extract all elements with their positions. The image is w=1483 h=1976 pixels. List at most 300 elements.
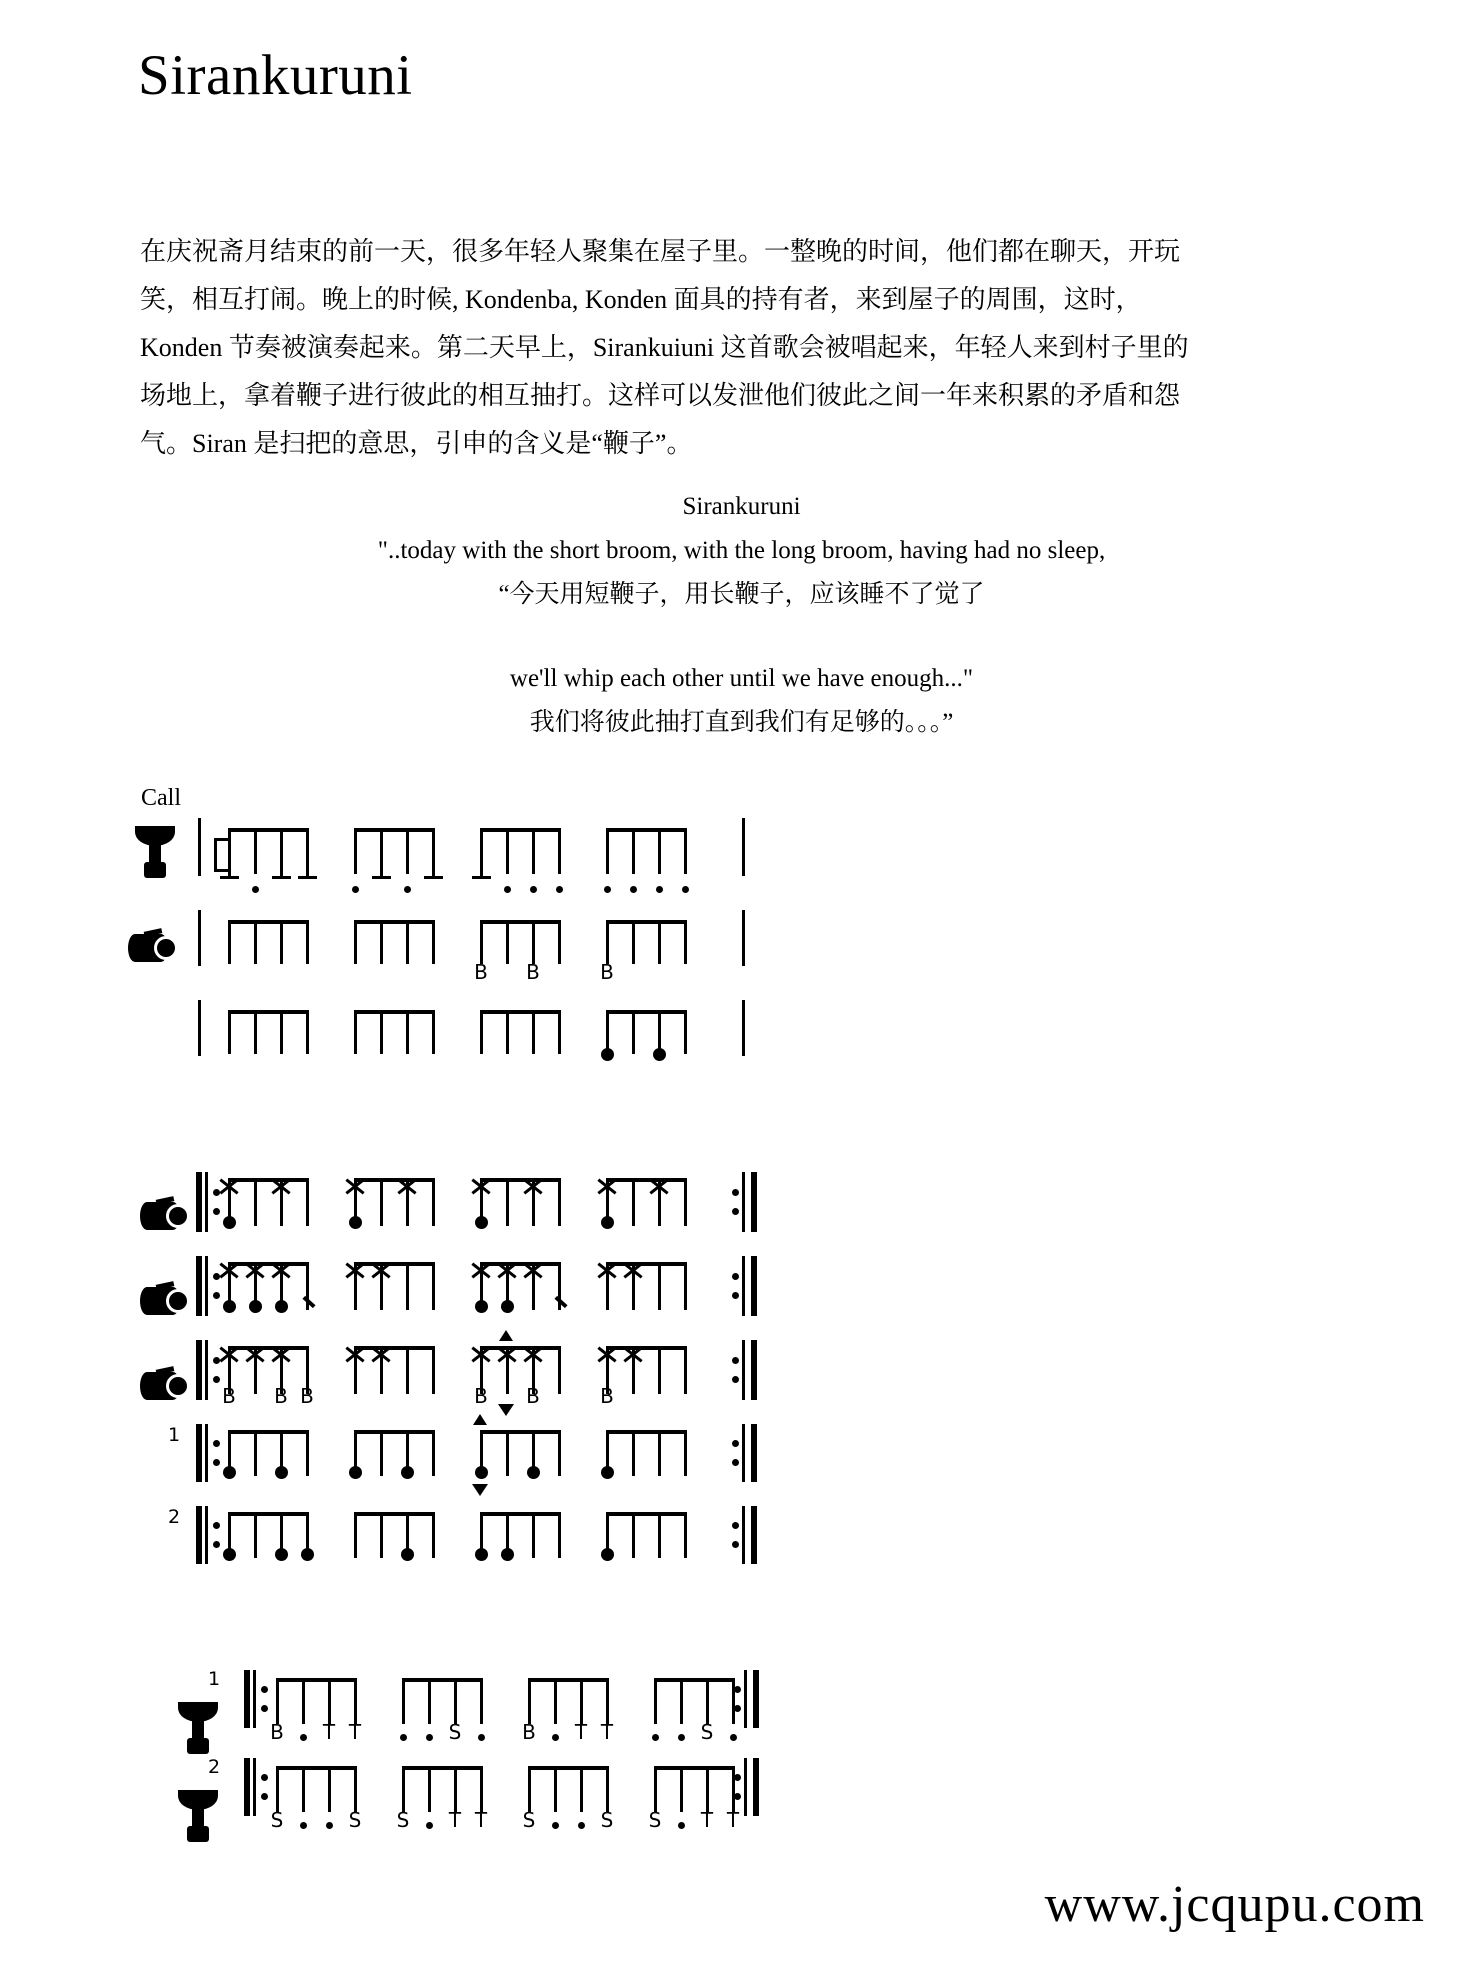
stem: [354, 1512, 357, 1558]
description-paragraph: [140, 228, 1310, 468]
lyrics-block: [0, 485, 1483, 745]
repeat-dot: [732, 1541, 739, 1548]
notehead-dot: [501, 1548, 514, 1561]
stem: [528, 1678, 531, 1724]
description-line: 场地上，拿着鞭子进行彼此的相互抽打。这样可以发泄他们彼此之间一年来积累的矛盾和怨: [140, 381, 1181, 410]
accent-down: [473, 1414, 487, 1425]
rest-dot: [404, 886, 411, 893]
stem: [276, 1678, 279, 1724]
note-letter: B: [526, 1384, 540, 1408]
dunun-head: [166, 1289, 190, 1313]
notehead-dot: [475, 1548, 488, 1561]
notehead-dot: [223, 1548, 236, 1561]
repeat-thick: [751, 1256, 757, 1316]
note-letter: B: [300, 1384, 314, 1408]
beam: [354, 1512, 435, 1516]
tone-stem: [480, 865, 483, 878]
stem: [276, 1766, 279, 1812]
rest-dot: [326, 1822, 333, 1829]
repeat-thick: [196, 1424, 202, 1482]
stem: [532, 1010, 535, 1054]
stem: [432, 1512, 435, 1558]
beam: [354, 1010, 435, 1014]
stem: [432, 1346, 435, 1394]
rest-dot: [400, 1734, 407, 1741]
djembe-base: [144, 862, 166, 878]
note-letter: S: [522, 1808, 536, 1832]
repeat-end: [744, 1670, 770, 1728]
beam: [480, 1346, 561, 1350]
notehead-x: [270, 1344, 292, 1366]
stem: [532, 920, 535, 964]
beam: [480, 1178, 561, 1182]
rest-dot: [604, 886, 611, 893]
repeat-end: [742, 1506, 768, 1564]
notehead-x: [218, 1176, 240, 1198]
beam: [606, 1430, 687, 1434]
repeat-end: [742, 1340, 768, 1400]
lyrics-line-2-en: we'll whip each other until we have enough...": [509, 665, 974, 692]
repeat-dot: [732, 1376, 739, 1383]
notehead-x: [218, 1260, 240, 1282]
description-line: Konden 节奏被演奏起来。第二天早上，Sirankuiuni 这首歌会被唱起来，年轻人来到村子里的: [140, 333, 1189, 362]
stem: [684, 1512, 687, 1558]
stem: [306, 920, 309, 964]
stem: [684, 1430, 687, 1476]
stem: [354, 920, 357, 964]
repeat-dot: [732, 1440, 739, 1447]
repeat-thick: [751, 1340, 757, 1400]
beam: [606, 828, 687, 832]
rest-dot: [426, 1734, 433, 1741]
repeat-thin: [253, 1758, 256, 1816]
stem: [706, 1766, 709, 1812]
stem: [580, 1766, 583, 1812]
repeat-dot: [732, 1357, 739, 1364]
stem: [254, 920, 257, 964]
notehead-x: [270, 1176, 292, 1198]
rest-dot: [682, 886, 689, 893]
beam: [276, 1678, 357, 1682]
stem: [684, 1262, 687, 1310]
djembe-icon: [178, 1790, 218, 1842]
rest-dot: [556, 886, 563, 893]
stem: [254, 1178, 257, 1226]
stem: [680, 1766, 683, 1812]
repeat-thin: [742, 1424, 745, 1482]
barline: [742, 818, 745, 876]
notehead-x: [496, 1344, 518, 1366]
djembe-icon: [135, 826, 175, 878]
djembe-base: [187, 1826, 209, 1842]
note-letter: B: [222, 1384, 236, 1408]
repeat-dot: [732, 1459, 739, 1466]
repeat-thin: [742, 1172, 745, 1232]
repeat-thick: [751, 1172, 757, 1232]
note-letter: S: [648, 1808, 662, 1832]
notehead-dot: [601, 1216, 614, 1229]
stem: [606, 1678, 609, 1724]
beam: [480, 920, 561, 924]
repeat-thin: [742, 1506, 745, 1564]
rest-dot: [478, 1734, 485, 1741]
stem: [558, 920, 561, 964]
beam: [354, 1178, 435, 1182]
ending-number-1: 1: [168, 1424, 181, 1446]
ending-number-2: 2: [168, 1506, 181, 1528]
repeat-start: [244, 1758, 270, 1816]
dunun-head: [154, 936, 178, 960]
repeat-start: [244, 1670, 270, 1728]
note-letter: T: [348, 1720, 362, 1744]
notehead-x: [522, 1344, 544, 1366]
repeat-thick: [196, 1256, 202, 1316]
beam: [228, 1178, 309, 1182]
notehead-dot: [223, 1300, 236, 1313]
stem: [406, 920, 409, 964]
repeat-dot: [213, 1292, 220, 1299]
notehead-x: [270, 1260, 292, 1282]
stem: [680, 1678, 683, 1724]
notehead-dot: [275, 1548, 288, 1561]
repeat-thick: [751, 1506, 757, 1564]
djembe-base: [187, 1738, 209, 1754]
note-letter: S: [270, 1808, 284, 1832]
note-letter: T: [474, 1808, 488, 1832]
lyrics-heading: Sirankuruni: [682, 493, 801, 520]
rest-dot: [530, 886, 537, 893]
notehead-dot: [223, 1216, 236, 1229]
stem: [506, 1430, 509, 1476]
notehead-dot: [223, 1466, 236, 1479]
stem: [606, 1766, 609, 1812]
notehead-dot: [275, 1466, 288, 1479]
beam: [480, 1262, 561, 1266]
beam: [606, 1346, 687, 1350]
rest-dot: [252, 886, 259, 893]
notehead-x: [596, 1176, 618, 1198]
rest-dot: [630, 886, 637, 893]
stem: [684, 1010, 687, 1054]
stem: [302, 1766, 305, 1812]
barline: [198, 1000, 201, 1056]
stem: [406, 828, 409, 874]
notehead-x: [496, 1260, 518, 1282]
stem: [428, 1678, 431, 1724]
stem: [658, 1346, 661, 1394]
stem: [554, 1766, 557, 1812]
stem: [306, 1010, 309, 1054]
tone-stem: [228, 865, 231, 878]
rest-dot: [552, 1822, 559, 1829]
stem: [658, 1262, 661, 1310]
repeat-thick: [244, 1758, 250, 1816]
stem: [632, 920, 635, 964]
repeat-dot: [734, 1774, 741, 1781]
stem: [606, 828, 609, 874]
stem: [228, 1010, 231, 1054]
barline: [198, 818, 201, 876]
repeat-end: [742, 1172, 768, 1232]
repeat-dot: [213, 1208, 220, 1215]
stem: [406, 1010, 409, 1054]
rest-dot: [552, 1734, 559, 1741]
rest-dot: [300, 1734, 307, 1741]
stem: [706, 1678, 709, 1724]
note-letter: B: [522, 1720, 536, 1744]
stem: [354, 1766, 357, 1812]
flag-mark: [302, 1296, 315, 1308]
pickup-top: [214, 838, 228, 841]
beam: [480, 828, 561, 832]
beam: [228, 1512, 309, 1516]
notehead-dot: [475, 1300, 488, 1313]
repeat-dot: [734, 1705, 741, 1712]
notehead-x: [244, 1260, 266, 1282]
stem: [658, 920, 661, 964]
note-letter: B: [274, 1384, 288, 1408]
repeat-thin: [742, 1256, 745, 1316]
stem: [506, 1010, 509, 1054]
lyrics-line-1-cn: “今天用短鞭子，用长鞭子，应该睡不了觉了: [498, 581, 985, 608]
dunun-icon: [140, 1198, 192, 1232]
notehead-x: [344, 1176, 366, 1198]
beam: [480, 1430, 561, 1434]
stem: [654, 1678, 657, 1724]
notehead-x: [370, 1260, 392, 1282]
note-letter: T: [448, 1808, 462, 1832]
stem: [380, 1010, 383, 1054]
rest-dot: [652, 1734, 659, 1741]
repeat-thin: [205, 1424, 208, 1482]
repeat-dot: [213, 1522, 220, 1529]
stem: [558, 828, 561, 874]
note-letter: B: [600, 960, 614, 984]
stem: [654, 1766, 657, 1812]
notehead-x: [596, 1260, 618, 1282]
repeat-dot: [734, 1686, 741, 1693]
rest-dot: [578, 1822, 585, 1829]
notehead-dot: [601, 1466, 614, 1479]
notehead-dot: [601, 1548, 614, 1561]
repeat-dot: [213, 1541, 220, 1548]
repeat-dot: [732, 1273, 739, 1280]
stem: [228, 920, 231, 964]
stem: [528, 1766, 531, 1812]
stem: [280, 920, 283, 964]
lyrics-spacer: [0, 617, 1483, 657]
stem: [684, 920, 687, 964]
beam: [228, 1010, 309, 1014]
stem: [532, 828, 535, 874]
stem: [480, 1010, 483, 1054]
notehead-x: [344, 1344, 366, 1366]
note-letter: B: [270, 1720, 284, 1744]
stem: [632, 1010, 635, 1054]
beam: [228, 1262, 309, 1266]
stem: [402, 1766, 405, 1812]
notehead-dot: [401, 1466, 414, 1479]
stem: [606, 920, 609, 964]
stem: [658, 828, 661, 874]
stem: [684, 1346, 687, 1394]
stem: [354, 1678, 357, 1724]
notehead-x: [522, 1260, 544, 1282]
tone-stem: [306, 865, 309, 878]
repeat-thin: [205, 1256, 208, 1316]
notehead-x: [622, 1260, 644, 1282]
dunun-head: [166, 1374, 190, 1398]
notehead-dot: [401, 1548, 414, 1561]
rest-dot: [678, 1822, 685, 1829]
notehead-x: [648, 1176, 670, 1198]
barline: [198, 910, 201, 966]
note-letter: B: [474, 1384, 488, 1408]
stem: [432, 1262, 435, 1310]
stem: [454, 1678, 457, 1724]
note-letter: T: [726, 1808, 740, 1832]
notehead-x: [470, 1260, 492, 1282]
stem: [558, 1346, 561, 1394]
repeat-end: [742, 1424, 768, 1482]
note-letter: S: [600, 1808, 614, 1832]
stem: [402, 1678, 405, 1724]
beam: [354, 920, 435, 924]
beam: [354, 1346, 435, 1350]
rest-dot: [656, 886, 663, 893]
repeat-thick: [753, 1758, 759, 1816]
dunun-icon: [128, 930, 180, 964]
lyrics-line-2-cn: 我们将彼此抽打直到我们有足够的。。。”: [529, 709, 954, 736]
repeat-thin: [205, 1506, 208, 1564]
notehead-dot: [349, 1466, 362, 1479]
stem: [480, 920, 483, 964]
beam: [354, 1262, 435, 1266]
accent-down: [499, 1330, 513, 1341]
stem: [432, 1178, 435, 1226]
note-letter: S: [396, 1808, 410, 1832]
beam: [606, 1010, 687, 1014]
barline: [742, 910, 745, 966]
repeat-start: [196, 1424, 222, 1482]
call-label: Call: [141, 785, 181, 811]
stem: [684, 1178, 687, 1226]
ending-number-2: 2: [208, 1756, 221, 1778]
tone-stem: [380, 865, 383, 878]
page-title: Sirankuruni: [138, 44, 413, 107]
stem: [558, 1430, 561, 1476]
stem: [354, 1010, 357, 1054]
beam: [228, 1346, 309, 1350]
description-line: 笑，相互打闹。晚上的时候, Kondenba, Konden 面具的持有者，来到屋子的周围，这时，: [140, 285, 1142, 314]
repeat-thick: [753, 1670, 759, 1728]
stem: [302, 1678, 305, 1724]
ending-number-1: 1: [208, 1668, 221, 1690]
stem: [632, 1430, 635, 1476]
flag-mark: [554, 1296, 567, 1308]
notehead-x: [344, 1260, 366, 1282]
repeat-dot: [261, 1705, 268, 1712]
beam: [528, 1766, 609, 1770]
note-letter: S: [348, 1808, 362, 1832]
note-letter: B: [600, 1384, 614, 1408]
stem: [432, 1010, 435, 1054]
repeat-thin: [742, 1340, 745, 1400]
stem: [254, 828, 257, 874]
stem: [254, 1010, 257, 1054]
stem: [558, 1010, 561, 1054]
repeat-dot: [213, 1440, 220, 1447]
repeat-thin: [744, 1758, 747, 1816]
notehead-dot: [601, 1048, 614, 1061]
stem: [658, 1430, 661, 1476]
notehead-dot: [349, 1216, 362, 1229]
beam: [654, 1678, 735, 1682]
stem: [506, 920, 509, 964]
stem: [306, 1178, 309, 1226]
notehead-x: [370, 1344, 392, 1366]
notehead-dot: [527, 1466, 540, 1479]
repeat-dot: [261, 1686, 268, 1693]
stem: [254, 1512, 257, 1558]
beam: [528, 1678, 609, 1682]
repeat-end: [744, 1758, 770, 1816]
pickup-bottom: [214, 869, 228, 872]
notehead-x: [470, 1344, 492, 1366]
beam: [354, 1430, 435, 1434]
repeat-thin: [744, 1670, 747, 1728]
notehead-dot: [301, 1548, 314, 1561]
stem: [732, 1678, 735, 1724]
beam: [276, 1766, 357, 1770]
site-watermark: www.jcqupu.com: [1044, 1876, 1425, 1933]
beam: [654, 1766, 735, 1770]
stem: [632, 828, 635, 874]
notehead-x: [596, 1344, 618, 1366]
notehead-dot: [249, 1300, 262, 1313]
stem: [432, 920, 435, 964]
notehead-x: [396, 1176, 418, 1198]
notehead-dot: [653, 1048, 666, 1061]
dunun-icon: [140, 1368, 192, 1402]
beam: [402, 1766, 483, 1770]
repeat-dot: [734, 1793, 741, 1800]
note-letter: B: [474, 960, 488, 984]
stem: [506, 1178, 509, 1226]
repeat-thin: [205, 1340, 208, 1400]
beam: [606, 920, 687, 924]
rest-dot: [352, 886, 359, 893]
stem: [428, 1766, 431, 1812]
stem: [506, 828, 509, 874]
note-letter: T: [574, 1720, 588, 1744]
note-letter: S: [700, 1720, 714, 1744]
stem: [406, 1346, 409, 1394]
accent-up: [498, 1404, 514, 1416]
stem: [558, 1512, 561, 1558]
stem: [480, 1678, 483, 1724]
pickup-stem: [214, 838, 217, 872]
repeat-dot: [213, 1459, 220, 1466]
stem: [380, 1178, 383, 1226]
beam: [228, 828, 309, 832]
repeat-thin: [205, 1172, 208, 1232]
repeat-thick: [196, 1172, 202, 1232]
dunun-head: [166, 1204, 190, 1228]
repeat-thin: [253, 1670, 256, 1728]
stem: [406, 1262, 409, 1310]
repeat-start: [196, 1506, 222, 1564]
